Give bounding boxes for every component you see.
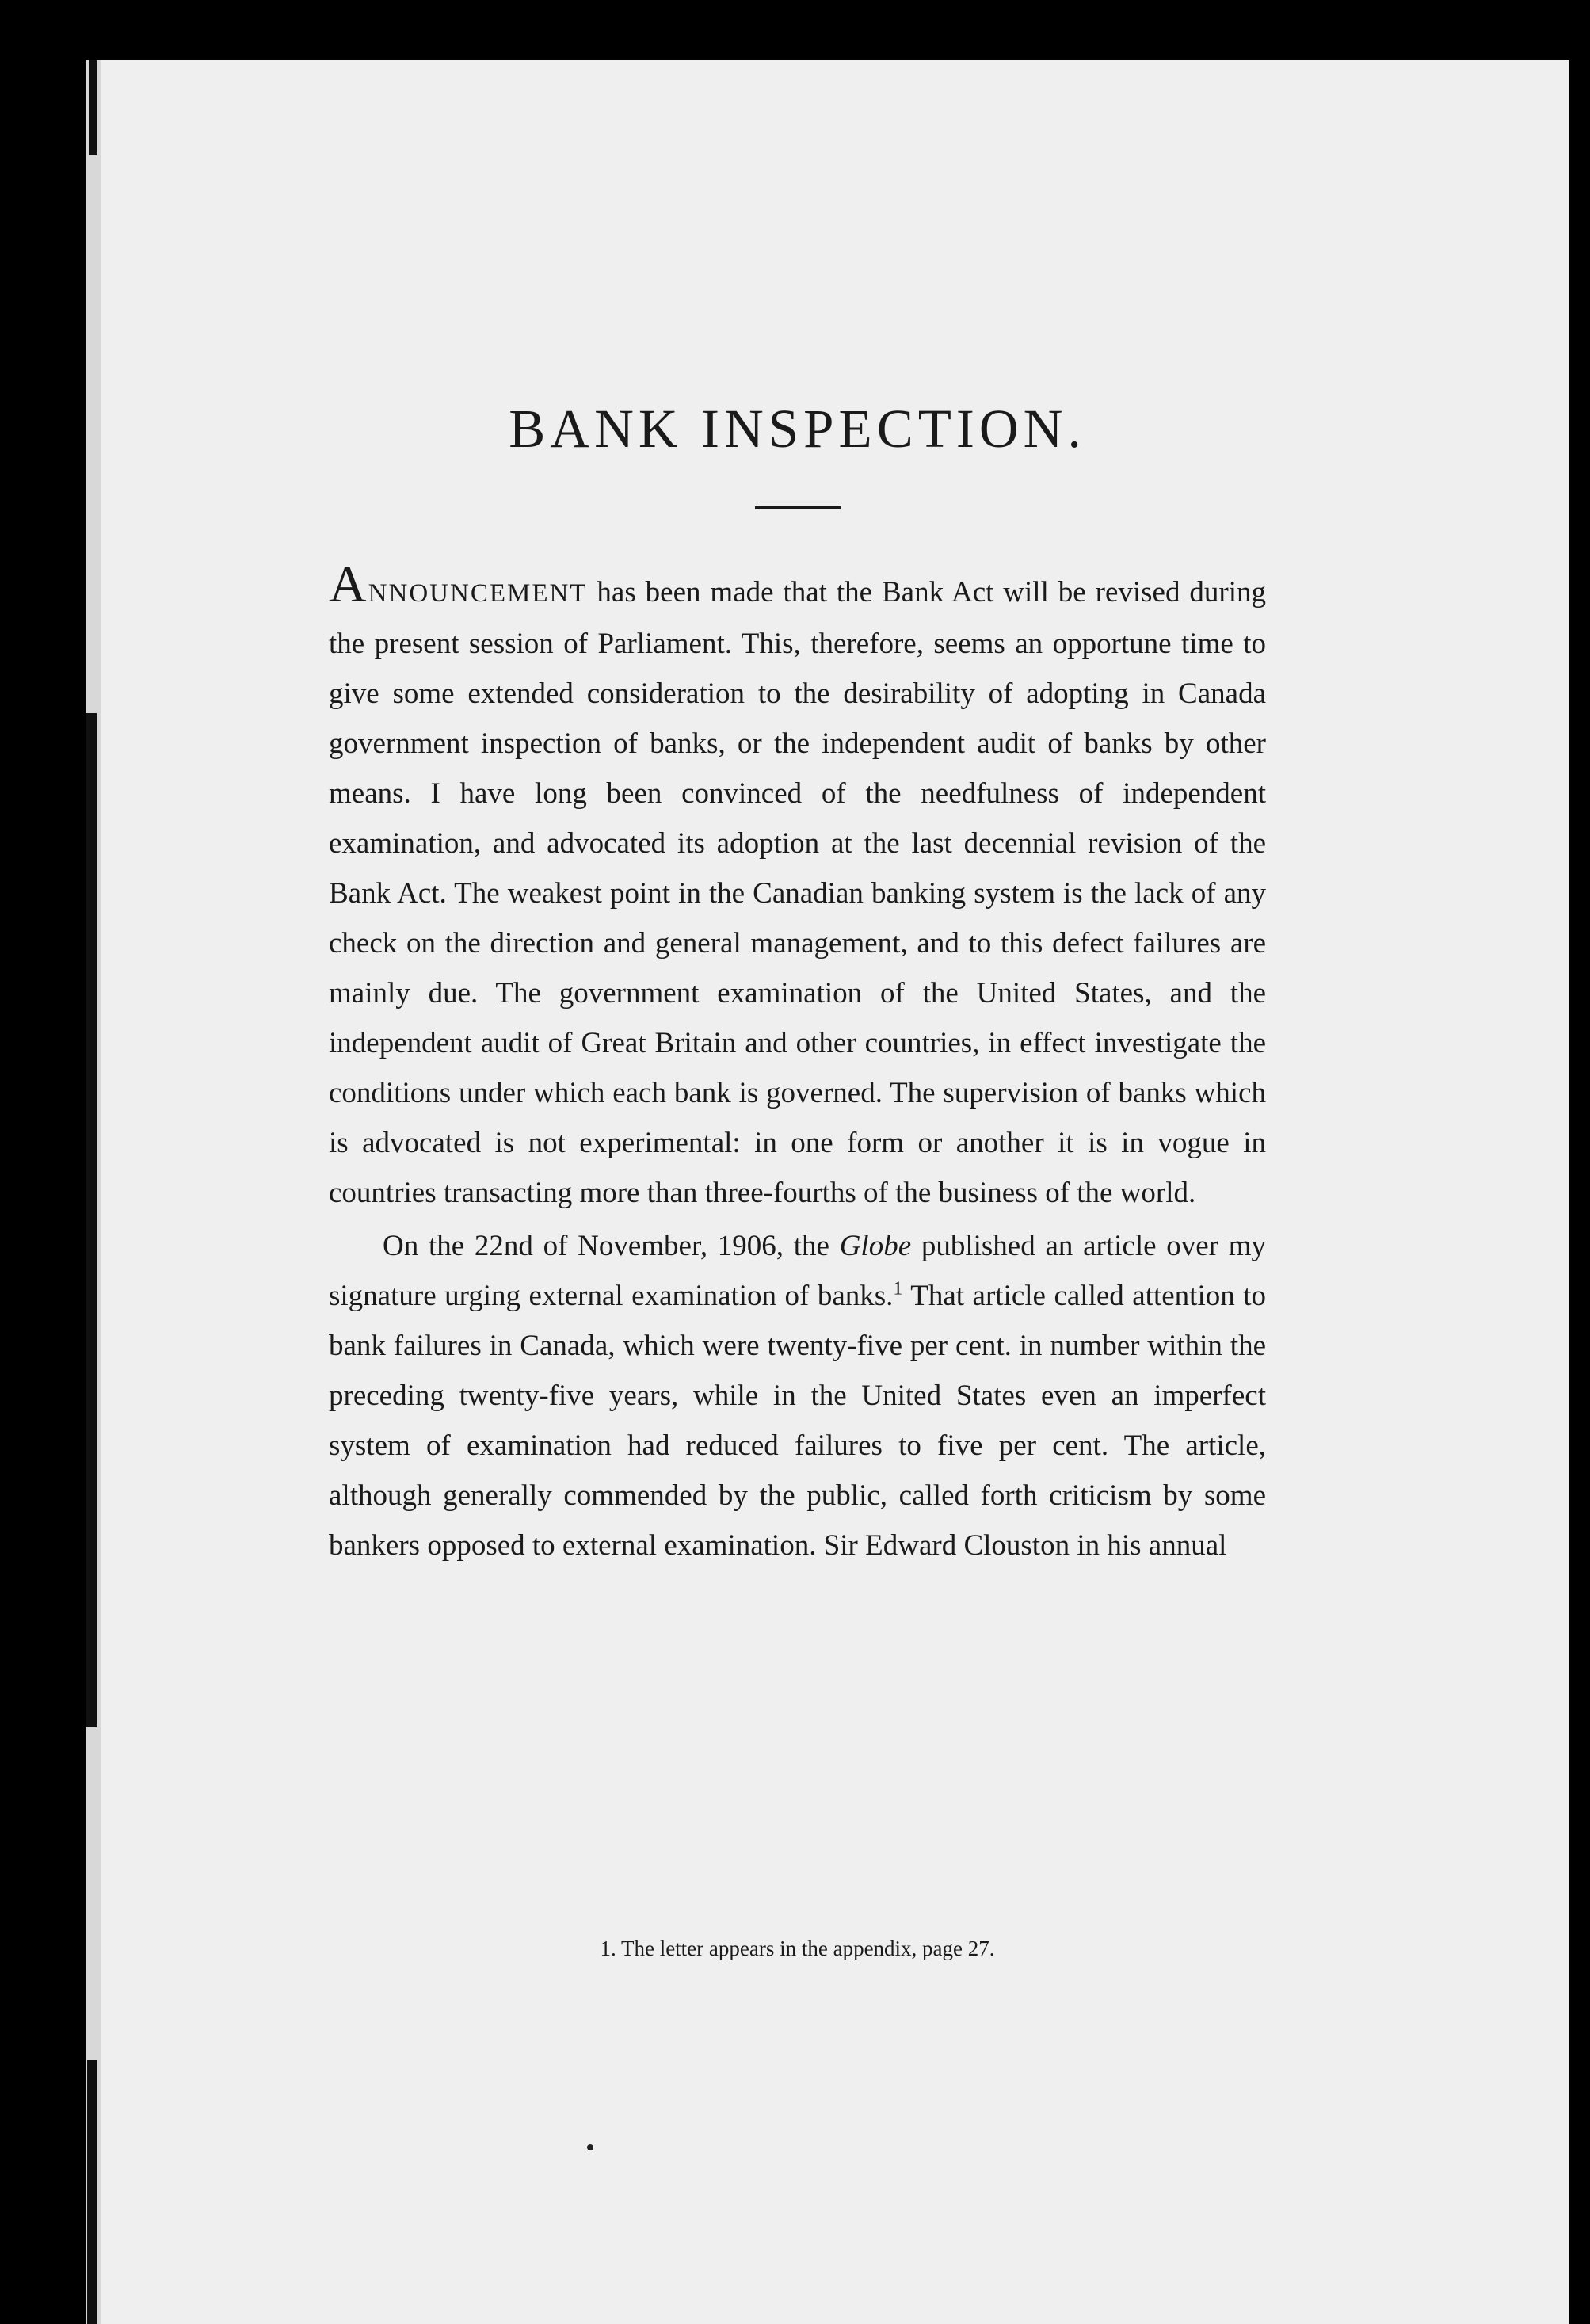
page-speck xyxy=(587,2144,593,2150)
title-rule xyxy=(755,506,841,509)
paragraph-1 xyxy=(329,555,1266,1218)
paragraph-2-text: That article called attention to bank failures in Canada, which were twenty-five per cent. in number within the preceding twenty-five years, while in the United States even an imperfect system of examination had reduced failures to five per cent. The article, although generally commended by the public, called forth criticism by some bankers opposed to external examination. Sir Edward Clouston in his annual xyxy=(329,1279,1266,1562)
binding-shadow-top xyxy=(89,60,97,155)
paragraph-1-text: has been made that the Bank Act will be revised during the present session of Parliament. This, therefore, seems an opportune time to give some extended consideration to the desirability of adopting in Canada government inspection of banks, or the independent audit of banks by other means. I have long been convinced of the needfulness of independent examination, and advocated its adoption at the last decennial revision of the Bank Act. The weakest point in the Canadian banking system is the lack of any check on the direction and general management, and to this defect failures are mainly due. The government examination of the United States, and the independent audit of Great Britain and other countries, in effect investigate the conditions under which each bank is governed. The supervision of banks which is advocated is not experimental: in one form or another it is in vogue in countries transacting more than three-fourths of the business of the world. xyxy=(329,575,1266,1209)
footnote-reference: 1 xyxy=(893,1278,903,1299)
paragraph-2 xyxy=(329,1221,1266,1570)
paragraph-2-lead: On the 22nd of November, 1906, the xyxy=(383,1229,840,1262)
binding-shadow-middle xyxy=(86,713,97,1727)
paragraph-2-mid: published an article over my signature urging external examination of banks. xyxy=(329,1229,1266,1312)
newspaper-name: Globe xyxy=(839,1229,912,1262)
page-title: BANK INSPECTION. xyxy=(509,399,1086,459)
drop-cap: A xyxy=(329,555,367,613)
opening-smallcaps: NNOUNCEMENT xyxy=(368,578,588,608)
footnote: 1. The letter appears in the appendix, page 27. xyxy=(600,1937,995,1960)
binding-shadow-bottom xyxy=(87,2060,97,2324)
article-body xyxy=(329,396,1266,1570)
